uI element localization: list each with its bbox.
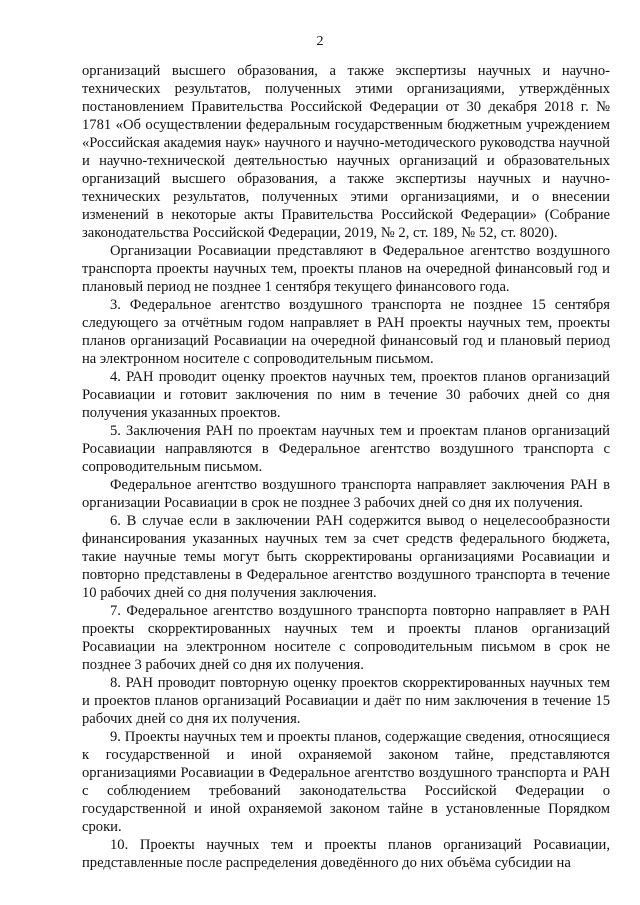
paragraph-item-5: 5. Заключения РАН по проектам научных тем и проектам планов организаций Росавиации направляются в Федеральное агентство воздушного транспорта с сопроводительным письмом. — [82, 423, 610, 475]
paragraph: Федеральное агентство воздушного транспорта направляет заключения РАН в организации Росавиации в срок не позднее 3 рабочих дней со дня их получения. — [82, 477, 610, 511]
paragraph: Организации Росавиации представляют в Федеральное агентство воздушного транспорта проекты научных тем, проекты планов на очередной финансовый год и плановый период не позднее 1 сентября текущего финансового года. — [82, 243, 610, 295]
paragraph-item-6: 6. В случае если в заключении РАН содержится вывод о нецелесообразности финансирования указанных научных тем за счет средств федерального бюджета, такие научные темы могут быть скорректированы организациями Росавиации и повторно представлены в Федеральное агентство воздушного транспорта в течение 10 рабочих дней со дня получения заключения. — [82, 513, 610, 601]
paragraph-item-8: 8. РАН проводит повторную оценку проектов скорректированных научных тем и проектов планов организаций Росавиации и даёт по ним заключения в течение 15 рабочих дней со дня их получения. — [82, 675, 610, 727]
paragraph-item-7: 7. Федеральное агентство воздушного транспорта повторно направляет в РАН проекты скорректированных научных тем и проекты планов организаций Росавиации на электронном носителе с сопроводительным письмом в срок не позднее 3 рабочих дней со дня их получения. — [82, 603, 610, 673]
paragraph-item-3: 3. Федеральное агентство воздушного транспорта не позднее 15 сентября следующего за отчётным годом направляет в РАН проекты научных тем, проекты планов организаций Росавиации на очередной финансовый год и плановый период на электронном носителе с сопроводительным письмом. — [82, 297, 610, 367]
paragraph-item-4: 4. РАН проводит оценку проектов научных тем, проектов планов организаций Росавиации и готовит заключения по ним в течение 30 рабочих дней со дня получения указанных проектов. — [82, 369, 610, 421]
document-body — [82, 62, 610, 872]
paragraph-continuation: организаций высшего образования, а также экспертизы научных и научно-технических результатов, полученных этими организациями, утверждённых постановлением Правительства Российской Федерации от 30 декабря 2018 г. № 1781 «Об осуществлении федеральным государственным бюджетным учреждением «Российская академия наук» научного и научно-методического руководства научной и научно-технической деятельностью научных организаций и образовательных организаций высшего образования, а также экспертизы научных и научно-технических результатов, полученных этими организациями, и о внесении изменений в некоторые акты Правительства Российской Федерации» (Собрание законодательства Российской Федерации, 2019, № 2, ст. 189, № 52, ст. 8020). — [82, 63, 610, 241]
paragraph-item-9: 9. Проекты научных тем и проекты планов, содержащие сведения, относящиеся к государственной и иной охраняемой законом тайне, представляются организациями Росавиации в Федеральное агентство воздушного транспорта и РАН с соблюдением требований законодательства Российской Федерации о государственной и иной охраняемой законом тайне в установленные Порядком сроки. — [82, 729, 610, 835]
paragraph-item-10: 10. Проекты научных тем и проекты планов организаций Росавиации, представленные после распределения доведённого до них объёма субсидии на — [82, 837, 610, 871]
page-number: 2 — [316, 34, 324, 49]
